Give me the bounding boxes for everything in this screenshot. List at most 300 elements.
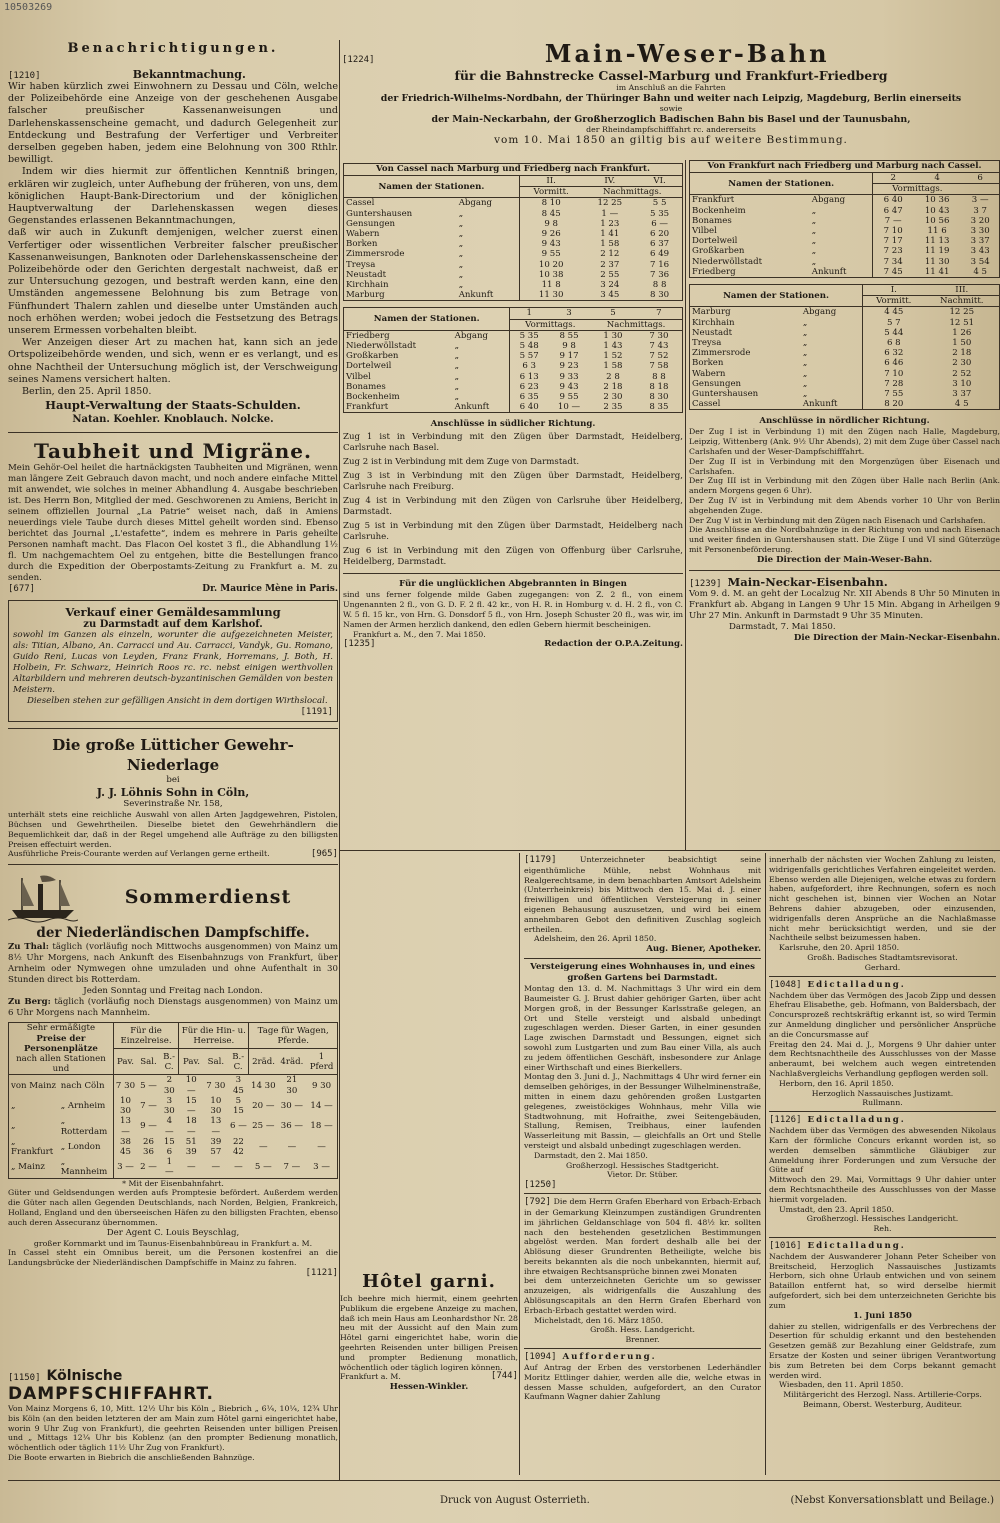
col-station: Namen der Stationen. <box>344 308 510 330</box>
station-mode: „ <box>810 206 873 216</box>
ad-date: Frankfurt a. M., den 7. Mai 1850. <box>353 629 486 639</box>
time-cell: 1 58 <box>600 239 620 250</box>
time-cell: 1 26 <box>952 327 972 338</box>
ad-text: Vom 9. d. M. an geht der Localzug Nr. XII Abends 8 Uhr 50 Minuten in Frankfurt ab. Abgang in Langen 9 Uhr 15 Min. Abgang in Arheilgen 9 Uhr 27 Min. Ankunft in Darmstadt 9 Uhr 35 Minuten. <box>689 588 1000 621</box>
station-name: Niederwöllstadt <box>346 341 417 352</box>
ref-number: [1150] <box>8 1373 41 1383</box>
station-name: Dortelweil <box>346 361 392 372</box>
time-cell: 3 20 <box>970 215 990 226</box>
timetable-row <box>344 209 683 219</box>
col-train: I. <box>863 285 925 296</box>
ad-signature: Herzoglich Nassauisches Justizamt. <box>811 1088 954 1098</box>
time-cell: 2 30 <box>603 392 623 403</box>
time-cell: 3 — <box>117 1162 134 1173</box>
timetable-row <box>690 246 1000 256</box>
rail-line: der Rheindampfschifffahrt rc. andererseits <box>586 124 756 134</box>
timetable-row <box>344 290 683 301</box>
ad-date: Darmstadt, den 2. Mai 1850. <box>534 1150 648 1160</box>
time-cell: 8 55 <box>559 330 579 341</box>
berg-text: täglich (vorläufig noch Dienstags ausgenommen) von Mainz um 6 Uhr Morgens nach Mannheim. <box>8 997 338 1019</box>
ad-names: Beimann, Oberst. Westerburg, Auditeur. <box>802 1400 963 1410</box>
time-cell: 2 30 <box>163 1075 175 1096</box>
time-cell: 6 20 <box>650 229 670 240</box>
column-legal-right <box>765 855 1000 1475</box>
time-cell: 9 23 <box>559 361 579 372</box>
time-cell: 9 43 <box>559 381 579 392</box>
ad-text: Freitag den 24. Mai d. J., Morgens 9 Uhr dahier unter dem Rechtsnachtheile des Ausschlusses von der Masse anberaumt, bei welchem auch wegen eintretenden Nachlaßvergleichs Verhandlung gepflogen werden soll. <box>769 1039 996 1078</box>
price-head: Sehr ermäßigte <box>26 1023 96 1034</box>
hotel-signature: Hessen-Winkler. <box>389 1382 469 1393</box>
time-cell: 8 30 <box>649 392 669 403</box>
connection: Die Anschlüsse an die Nordbahnzüge in der Richtung von und nach Eisenach und weiter finden in Guntershausen statt. Die Züge I und VI sind Güterzüge mit Personenbeförderung. <box>689 525 1000 555</box>
ad-names: Rullmann. <box>862 1098 903 1108</box>
ad-signature: Militärgericht des Herzogl. Nass. Artillerie-Corps. <box>783 1390 982 1400</box>
time-cell: 1 43 <box>603 341 623 352</box>
time-cell: — <box>259 1141 268 1152</box>
time-cell: 7 17 <box>883 236 903 247</box>
time-cell: 3 7 <box>973 205 987 216</box>
rail-line: für die Bahnstrecke Cassel-Marburg und Frankfurt-Friedberg <box>454 68 888 83</box>
time-cell: 7 34 <box>883 256 903 267</box>
time-cell: 10 56 <box>924 215 950 226</box>
time-cell: 3 — <box>313 1162 330 1173</box>
station-mode: Ankunft <box>453 402 510 413</box>
ad-title: Die große Lütticher Gewehr-Niederlage <box>52 736 294 775</box>
ref-number: [1179] <box>524 855 557 865</box>
col-station: Namen der Stationen. <box>344 176 520 198</box>
col-period: Vormittags. <box>873 184 961 195</box>
agent-address: großer Kornmarkt und im Taunus-Eisenbahnbüreau in Frankfurt a. M. <box>33 1238 313 1248</box>
time-cell: 2 30 <box>952 358 972 369</box>
time-cell: 7 23 <box>883 246 903 257</box>
connection: Zug 1 ist in Verbindung mit den Zügen über Darmstadt, Heidelberg, Carlsruhe nach Basel. <box>343 432 683 454</box>
ad-signature: Großh. Badisches Stadtamtsrevisorat. <box>807 952 958 962</box>
bottom-rule <box>8 1480 1000 1481</box>
station-mode: Ankunft <box>810 267 873 278</box>
station-mode: „ Mannheim <box>59 1157 114 1178</box>
timetable-row <box>344 351 683 361</box>
time-cell: 7 — <box>283 1162 301 1173</box>
station-mode: „ <box>453 372 510 382</box>
col-period: Nachmittags. <box>582 187 682 198</box>
time-cell: 36 — <box>280 1121 304 1132</box>
rail-line: sowie <box>659 103 683 113</box>
time-cell: 9 17 <box>559 351 579 362</box>
ad-text: innerhalb der nächsten vier Wochen Zahlung zu leisten, widrigenfalls gerichtliches Verfahren eingeleitet werden. Ebenso werden alle Diejenigen, welche etwas zu fordern haben, aufgefordert, ihre Rechnungen, sofern es noch nicht geschehen ist, binnen vier Wochen an Notar Behrens dahier abzugeben, oder einzusenden, widrigenfalls deren Ansprüche an die Nachlaßmasse nicht mehr berücksichtigt werden, und sie der Nachtheile selbst beizumessen haben. <box>769 855 996 943</box>
timetable-row <box>344 249 683 259</box>
time-cell: 10 30 <box>210 1095 222 1117</box>
ad-subtitle: zu Darmstadt auf dem Karlshof. <box>83 619 263 631</box>
timetable-2 <box>343 307 683 413</box>
connection: Zug 4 ist in Verbindung mit den Zügen von Carlsruhe über Heidelberg, Darmstadt. <box>343 496 683 518</box>
connection: Zug 5 ist in Verbindung mit den Zügen über Darmstadt, Heidelberg nach Carlsruhe. <box>343 521 683 543</box>
ad-text: bei dem unterzeichneten Gerichte um so gewisser anzuzeigen, als widrigenfalls die Auszahlung des Ablösungscapitals an den Herrn Grafen Eberhard von Erbach-Erbach gestattet werden wird. <box>524 1276 761 1315</box>
ref-number: [1048] <box>769 979 802 990</box>
time-cell: 10 38 <box>538 269 564 280</box>
col-train: II. <box>519 176 582 187</box>
station-mode: Ankunft <box>801 399 863 410</box>
time-cell: 1 58 <box>603 361 623 372</box>
time-cell: 26 36 <box>143 1136 154 1157</box>
timetable-row <box>344 341 683 351</box>
col-train: 4 <box>913 173 961 184</box>
time-cell: 3 30 <box>163 1095 175 1117</box>
station-mode: „ <box>453 361 510 371</box>
time-cell: 6 40 <box>519 402 539 413</box>
time-cell: 3 30 <box>970 226 990 237</box>
station-name: Bockenheim <box>346 392 400 403</box>
station-name: Zimmersrode <box>346 249 405 260</box>
timetable-4 <box>689 284 1000 410</box>
timetable-row <box>344 382 683 392</box>
subcol: 1 Pferd <box>306 1049 337 1075</box>
notice-bekanntmachung <box>8 68 338 426</box>
ad-main-neckar <box>689 575 1000 644</box>
station-mode: Abgang <box>801 307 863 318</box>
scan-id: 10503269 <box>4 2 53 13</box>
station-mode: „ <box>457 209 520 219</box>
time-cell: 6 37 <box>650 239 670 250</box>
time-cell: 1 41 <box>600 229 620 240</box>
station-mode: „ <box>801 338 863 348</box>
time-cell: 3 37 <box>952 389 972 400</box>
time-cell: 1 — <box>165 1157 174 1178</box>
time-cell: 10 36 <box>924 195 950 206</box>
col-train: 1 <box>510 308 548 319</box>
time-cell: 7 28 <box>884 378 904 389</box>
station-name: Großkarben <box>346 351 399 362</box>
time-cell: 25 — <box>252 1121 275 1132</box>
ad-text: dahier zu stellen, widrigenfalls er des Verbrechens der Desertion für schuldig erkannt und den bestehenden Gesetzen gemäß zur Bezahlung einer Geldstrafe, zum Ersatze der Kosten und seiner übrigen Verantwortung bis zum Betreten bei dem Corps bekannt gemacht werden wird. <box>769 1321 996 1380</box>
ad-deadline: 1. Juni 1850 <box>853 1310 912 1321</box>
ad-names: Gerhard. <box>864 962 901 972</box>
ad-text: Mittwoch den 29. Mai, Vormittags 9 Uhr dahier unter dem Rechtsnachtheile des Ausschlusses von der Masse hiermit vorgeladen. <box>769 1175 996 1204</box>
time-cell: 8 18 <box>649 381 669 392</box>
station-mode: „ <box>801 348 863 358</box>
ad-date: Darmstadt, 7. Mai 1850. <box>729 621 836 632</box>
station-name: Niederwöllstadt <box>692 256 763 267</box>
ad-text: sowohl im Ganzen als einzeln, worunter die aufgezeichneten Meister, als: Titian, Albano, An. Carracci und Au. Carracci, Vandyk, Gu. Romano, Guido Reni, Lucas von Leyden, Franz Frank, Horremans, J. Both, H. Holbein, Fr. Schwarz, Heinrich Roos rc. rc. nebst einigen werthvollen Altarbildern und mehreren deutsch-byzantinischen Gemälden von besten Meistern. <box>13 630 333 696</box>
station-mode: Abgang <box>457 198 520 209</box>
time-cell: 12 25 <box>949 307 975 318</box>
time-cell: 8 8 <box>652 280 667 291</box>
time-cell: 21 30 <box>286 1075 298 1096</box>
rail-line: der Friedrich-Wilhelms-Nordbahn, der Thüringer Bahn und weiter nach Leipzig, Magdeburg, Berlin einerseits <box>380 92 962 104</box>
time-cell: 5 57 <box>519 351 539 362</box>
ad-title: Aufforderung. <box>562 1352 657 1363</box>
time-cell: 5 44 <box>884 327 904 338</box>
price-row <box>9 1157 338 1178</box>
cassel-note: In Cassel steht ein Omnibus bereit, um die Personen kostenfrei an die Landungsbrücke der Niederländischen Dampfschiffe in Mainz zu fahren. <box>8 1248 338 1268</box>
timetable-row <box>344 361 683 371</box>
ref-number: [1250] <box>524 1180 557 1191</box>
time-cell: 9 55 <box>541 249 561 260</box>
time-cell: 18 — <box>185 1116 197 1137</box>
station-mode: „ <box>457 229 520 239</box>
station-mode: „ <box>453 351 510 361</box>
time-cell: 3 45 <box>232 1075 244 1096</box>
time-cell: 2 52 <box>952 368 972 379</box>
time-cell: 8 35 <box>649 402 669 413</box>
london-text: Jeden Sonntag und Freitag nach London. <box>83 986 263 997</box>
time-cell: 6 — <box>651 218 668 229</box>
time-cell: 9 55 <box>559 392 579 403</box>
time-cell: 4 — <box>165 1116 174 1137</box>
time-cell: 39 57 <box>210 1136 222 1157</box>
timetable-row <box>690 236 1000 246</box>
timetable-row <box>344 280 683 290</box>
ad-text: Montag den 3. Juni d. J., Nachmittags 4 Uhr wird ferner ein demselben gehöriges, in der Bessunger Wilhelminenstraße, mitten in einem dazu gehörenden großen Lustgarten gelegenes, zweistöckiges Wohnhaus, mehr Villa wie Stadtwohnung, mit Hofraithe, zwei Seitengebäuden, Stallung, Remisen, Treibhaus, einer laufenden Wasserleitung mit Bassin, — gleichfalls an Ort und Stelle versteigt und alsbald unbedingt zugeschlagen werden. <box>524 1072 761 1150</box>
ad-subtitle: der Niederländischen Dampfschiffe. <box>36 925 310 942</box>
paragraph: Indem wir dies hiermit zur öffentlichen Kenntniß bringen, erklären wir zugleich, unter Aufhebung der früheren, von uns, dem königlichen Haupt-Bank-Directorium und der königlichen Hauptverwaltung der Darlehenskassen wegen dieses Gegenstandes erlassenen Bekanntmachungen, <box>8 166 338 227</box>
col-period: Vormitt. <box>519 187 582 198</box>
station-mode: nach Cöln <box>59 1075 114 1096</box>
connection: Zug 3 ist in Verbindung mit den Zügen über Darmstadt, Heidelberg, Carlsruhe nach Freiburg. <box>343 471 683 493</box>
time-cell: 9 8 <box>544 218 558 229</box>
time-cell: 7 58 <box>649 361 669 372</box>
ad-title: Verkauf einer Gemäldesammlung <box>65 605 281 620</box>
time-cell: 8 45 <box>541 208 561 219</box>
time-cell: 10 — <box>557 402 581 413</box>
col-period: Vormitt. <box>863 296 925 307</box>
ad-bei: bei <box>166 775 180 786</box>
time-cell: 38 45 <box>120 1136 131 1157</box>
paragraph: Wir haben kürzlich zwei Einwohnern zu Dessau und Cöln, welche der Polizeibehörde eine Anzeige von der geschehenen Ausgabe falscher preußischer Kassenanweisungen und Darlehenskassenscheine gemacht, und dadurch Gelegenheit zur Entdeckung und Bestrafung der Verfertiger und Verbreiter derselben gegeben haben, jedem eine Belohnung von 300 Rthlr. bewilligt. <box>8 81 338 166</box>
ad-gemaelde <box>8 600 338 722</box>
time-cell: 4 5 <box>954 399 969 410</box>
timetable-row <box>344 330 683 341</box>
col-period: Nachmittags. <box>590 319 682 330</box>
time-cell: 13 — <box>210 1116 222 1137</box>
ad-title: Für die unglücklichen Abgebrannten in Bingen <box>399 579 627 590</box>
time-cell: 7 16 <box>650 259 670 270</box>
col-period: Nachmitt. <box>925 296 1000 307</box>
authority: Haupt-Verwaltung der Staats-Schulden. <box>45 398 301 413</box>
ad-text: Dieselben stehen zur gefälligen Ansicht in dem dortigen Wirthslocal. <box>27 696 328 707</box>
time-cell: 7 43 <box>649 341 669 352</box>
time-cell: 2 12 <box>600 249 620 260</box>
time-cell: 2 18 <box>603 381 623 392</box>
station-mode: „ <box>457 249 520 259</box>
time-cell: 12 51 <box>949 317 975 328</box>
ad-title: Edictalladung. <box>807 979 906 990</box>
time-cell: — <box>211 1162 221 1173</box>
station-mode: Abgang <box>810 195 873 206</box>
station-mode: „ <box>810 246 873 256</box>
price-row <box>9 1116 338 1136</box>
time-cell: 9 8 <box>562 341 576 352</box>
ad-text: Unterzeichneter beabsichtigt seine eigenthümliche Mühle, nebst Wohnhaus mit Realgerechtsame, in dem benachbarten Amtsort Adelsheim (Unterrheinkreis) bis Mittwoch den 15. Mai d. J. einer freiwilligen und öffentlichen Versteigerung in seiner eigenen Behausung auszusetzen, und wird bei einem annehmbaren Gebot den definitiven Zuschlag sogleich ertheilen. <box>524 855 761 934</box>
time-cell: 10 30 <box>120 1095 131 1117</box>
time-cell: — <box>287 1141 297 1152</box>
rail-southbound <box>343 163 683 848</box>
table-heading: Von Cassel nach Marburg und Friedberg nach Frankfurt. <box>343 163 683 175</box>
station-name: Vilbel <box>346 371 371 382</box>
rail-line: der Main-Neckarbahn, der Großherzoglich Badischen Bahn bis Basel und der Taunusbahn, <box>431 113 911 125</box>
time-cell: 9 33 <box>559 371 579 382</box>
station-name: „ <box>11 1100 16 1111</box>
section-rule <box>340 850 1000 851</box>
price-row <box>9 1137 338 1157</box>
time-cell: 7 52 <box>649 351 669 362</box>
ad-date: Umstadt, den 23. April 1850. <box>779 1204 894 1214</box>
station-name: Treysa <box>346 259 376 270</box>
ad-signature: Dr. Maurice Mène in Paris. <box>202 584 338 595</box>
time-cell: 6 35 <box>519 392 539 403</box>
timetable-row <box>690 195 1000 206</box>
station-name: Marburg <box>346 290 385 301</box>
timetable-row <box>344 392 683 402</box>
station-mode: „ London <box>59 1137 114 1157</box>
timetable-3 <box>689 172 1000 278</box>
connection: Der Zug I ist in Verbindung 1) mit den Zügen nach Halle, Magdeburg, Leipzig, Wittenberg (Ank. 9½ Uhr Abends), 2) mit dem Zuge über Cassel nach Carlshafen und der Weser-Dampfschifffahrt. <box>689 427 1000 457</box>
rail-northbound <box>685 160 1000 850</box>
timetable-row <box>690 399 1000 410</box>
station-mode: „ Rotterdam <box>59 1116 114 1136</box>
station-name: Frankfurt <box>692 195 735 206</box>
time-cell: 7 — <box>140 1100 157 1111</box>
col-train: VI. <box>637 176 682 187</box>
subcol: Pav. <box>113 1049 137 1075</box>
station-name: Neustadt <box>692 327 733 338</box>
col-train: 3 <box>548 308 590 319</box>
timetable-row <box>344 402 683 413</box>
time-cell: 7 — <box>884 215 902 226</box>
time-cell: 6 49 <box>650 249 670 260</box>
subcol: Sal. <box>204 1049 228 1075</box>
time-cell: 5 7 <box>886 317 901 328</box>
ad-date: Wiesbaden, den 11. April 1850. <box>779 1380 904 1390</box>
ad-title: Taubheit und Migräne. <box>34 439 312 464</box>
connection: Der Zug III ist in Verbindung mit den Zügen über Halle nach Berlin (Ank. andern Morgens gegen 6 Uhr). <box>689 476 1000 496</box>
ref-number: [744] <box>490 1371 518 1382</box>
time-cell: 3 43 <box>970 246 990 257</box>
col-train: 6 <box>961 173 999 184</box>
time-cell: 15 6 <box>163 1136 175 1157</box>
station-name: Friedberg <box>346 330 390 341</box>
col-einzel: Für die Einzelreise. <box>113 1023 178 1049</box>
station-name: „ <box>11 1121 16 1132</box>
station-mode: „ <box>457 219 520 229</box>
timetable-row <box>344 239 683 249</box>
time-cell: 51 39 <box>185 1136 197 1157</box>
time-cell: 3 54 <box>970 256 990 267</box>
price-row <box>9 1075 338 1096</box>
ad-date: Adelsheim, den 26. April 1850. <box>534 934 657 944</box>
ref-number: [1235] <box>343 639 376 650</box>
station-name: Gensungen <box>692 378 742 389</box>
paragraph: daß wir auch in Zukunft demjenigen, welcher zuerst einen Verfertiger oder wissentlichen Verbreiter falscher preußischer Kassenanweisungen, Banknoten oder Darlehenskassenscheine der Polizeibehörde oder den Gerichten dergestalt nachweist, daß er zur Untersuchung gezogen, und bestraft werden kann, eine den Umständen angemessene Belohnung bis zum Betrage von Fünfhundert Thalern zahlen und dieselbe unter Umständen auch noch erhöhen werden; wobei jedoch die Festsetzung des Betrags unserem Ermessen vorbehalten bleibt. <box>8 227 338 337</box>
ad-text: Mein Gehör-Oel heilet die hartnäckigsten Taubheiten und Migränen, wenn man längere Zeit Gebrauch davon macht, und noch andere einfache Mittel mit anwendet, wie solches in meiner Abhandlung 4. Ausgabe beschrieben ist. Des Herrn Bon, Mitglied der med. Geschworenen zu Amiens, Bericht in seinem offiziellen Journal „La Patrie“ weiset nach, daß in Amiens neuerdings viele Taube durch dieses Mittel geheilt worden sind. Ebenso berichtet das Journal „L'estafette“, indem es mehrere in Paris geheilte Personen namhaft macht. Das Flacon Oel kostet 3 fl., die Abhandlung 1½ fl. Um nachgemachtem Oel zu entgehen, bitte die Bestellungen franco durch die Expedition der Oberpostamts-Zeitung zu Frankfurt a. M. zu senden. <box>8 463 338 584</box>
ad-date: Herborn, den 16. April 1850. <box>779 1078 894 1088</box>
price-head: nach allen Stationen und <box>16 1054 106 1075</box>
station-name: „ Mainz <box>11 1162 45 1173</box>
station-name: Cassel <box>692 399 721 410</box>
time-cell: 5 15 <box>232 1095 244 1117</box>
time-cell: 7 36 <box>650 269 670 280</box>
price-table <box>8 1022 338 1178</box>
time-cell: — <box>234 1162 243 1173</box>
station-name: Zimmersrode <box>692 348 751 359</box>
time-cell: 9 26 <box>541 229 561 240</box>
station-mode: „ <box>457 270 520 280</box>
time-cell: 9 30 <box>311 1080 332 1091</box>
rail-header <box>342 40 1000 160</box>
time-cell: 8 20 <box>884 399 904 410</box>
station-mode: „ Arnheim <box>59 1096 114 1116</box>
ad-sommerdienst <box>8 870 338 1277</box>
signatures: Natan. Koehler. Knoblauch. Nolcke. <box>72 414 274 426</box>
subcol: B.-C. <box>228 1049 249 1075</box>
station-mode: „ <box>453 382 510 392</box>
time-cell: 11 8 <box>541 280 561 291</box>
time-cell: 30 — <box>280 1100 304 1111</box>
printer-line: Druck von August Osterrieth. <box>440 1495 590 1506</box>
supplement-line: (Nebst Konversationsblatt und Beilage.) <box>790 1495 994 1506</box>
ad-text: sind uns ferner folgende milde Gaben zugegangen: von Z. 2 fl., von einem Ungenannten 2 fl., von G. D. F. 2 fl. 42 kr., von H. R. in Homburg v. d. H. 2 fl., von C. W. 5 fl. 15 kr., von Hrn. G. Donsdorf 5 fl., von Hrn. Joseph Schuster 20 fl., was wir, im Namen der Armen herzlich dankend, den edlen Gebern hiermit bescheinigen. <box>343 590 683 629</box>
station-name: Vilbel <box>692 226 717 237</box>
time-cell: 20 — <box>252 1100 275 1111</box>
time-cell: 22 42 <box>232 1136 244 1157</box>
station-mode: „ <box>810 226 873 236</box>
notice-title: Bekanntmachung. <box>132 68 246 81</box>
time-cell: 7 10 <box>884 368 904 379</box>
station-name: Borken <box>346 239 378 250</box>
time-cell: 7 55 <box>884 389 904 400</box>
ad-signature: Aug. Biener, Apotheker. <box>646 944 761 955</box>
steamship-icon <box>8 870 78 924</box>
time-cell: 3 — <box>971 195 989 206</box>
agent: Der Agent C. Louis Beyschlag, <box>106 1227 240 1238</box>
station-name: Kirchhain <box>346 280 389 291</box>
time-cell: 5 48 <box>519 341 539 352</box>
time-cell: 4 45 <box>884 307 904 318</box>
station-mode: Abgang <box>453 330 510 341</box>
station-name: Treysa <box>692 338 722 349</box>
ad-names: Reh. <box>873 1224 892 1234</box>
ad-text: Ich beehre mich hiermit, einem geehrten Publikum die ergebene Anzeige zu machen, daß ich mein Haus am Leonhardsthor Nr. 28 neu mit der Aussicht auf den Main zum Hôtel garni eingerichtet habe, worin die geehrten Reisenden unter billigen Preisen und prompter Bedienung monatlich, wöchentlich oder täglich logiren können. <box>340 1294 518 1372</box>
timetable-row <box>344 372 683 382</box>
col-train: 5 <box>590 308 636 319</box>
ad-taubheit <box>8 439 338 594</box>
station-mode: „ <box>810 236 873 246</box>
ad-text: Nachdem der Auswanderer Johann Peter Scheiber von Breitscheid, Herzoglich Nassauisches Justizamts Herborn, sich ohne Urlaub entwichen und von seinem Bataillon entfernt hat, so wird derselbe hiermit aufgefordert, sich bei dem unterzeichneten Gerichte bis zum <box>769 1251 996 1310</box>
connection: Zug 2 ist in Verbindung mit dem Zuge von Darmstadt. <box>343 457 580 468</box>
time-cell: 15 — <box>185 1095 197 1117</box>
time-cell: 4 5 <box>973 266 987 277</box>
north-heading: Anschlüsse in nördlicher Richtung. <box>759 416 930 427</box>
timetable-row <box>690 338 1000 348</box>
time-cell: — <box>186 1162 196 1173</box>
subcol: Pav. <box>179 1049 204 1075</box>
time-cell: 7 10 <box>883 226 903 237</box>
subcol: B.-C. <box>160 1049 179 1075</box>
timetable-row <box>690 216 1000 226</box>
station-name: Bockenheim <box>692 205 746 216</box>
time-cell: 2 37 <box>600 259 620 270</box>
ref-number: [965] <box>310 849 338 860</box>
price-head: Preise der Personenplätze <box>23 1033 98 1054</box>
time-cell: 11 13 <box>924 236 950 247</box>
time-cell: 9 — <box>140 1121 157 1132</box>
ad-text: Güter und Geldsendungen werden aufs Promptesie befördert. Außerdem werden die Güter nach allen Gegenden Deutschlands, nach Norden, Belgien, Frankreich, Holland, England und den überseeischen Häfen zu den billigsten Frachten, ebenso auch deren Assecuranz übernommen. <box>8 1188 338 1227</box>
ad-bingen <box>343 579 683 650</box>
timetable-row <box>690 389 1000 399</box>
station-name: Dortelweil <box>692 236 738 247</box>
station-mode: „ <box>453 392 510 402</box>
station-name: Frankfurt <box>346 402 389 413</box>
time-cell: 7 30 <box>115 1080 136 1091</box>
